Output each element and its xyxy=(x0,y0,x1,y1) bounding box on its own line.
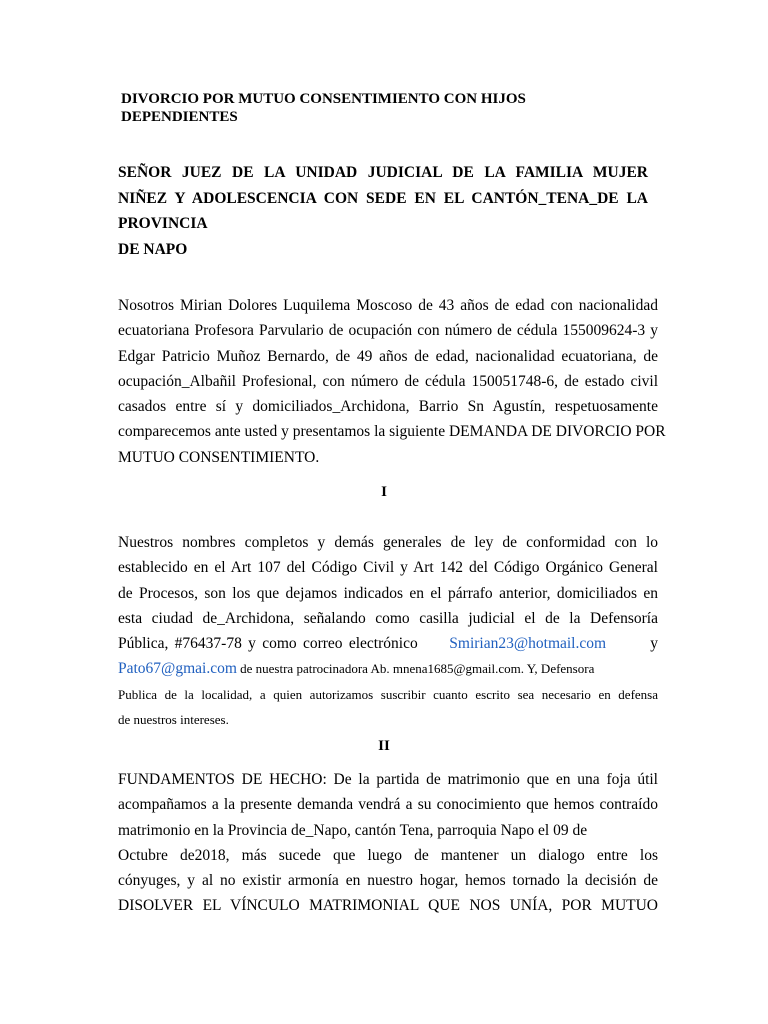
paragraph-line: establecido en el Art 107 del Código Civil y Art 142 del Código Orgánico General xyxy=(118,559,658,577)
paragraph-line: ocupación_Albañil Profesional, con número de cédula 150051748-6, de estado civil xyxy=(118,372,658,390)
section2-paragraph xyxy=(118,767,658,919)
paragraph-line: Octubre de2018, más sucede que luego de mantener un dialogo entre los xyxy=(118,846,658,864)
document-title xyxy=(121,90,591,126)
paragraph-line: casados entre sí y domiciliados_Archidona, Barrio Sn Agustín, respetuosamente xyxy=(118,398,658,416)
paragraph-line: DISOLVER EL VÍNCULO MATRIMONIAL QUE NOS UNÍA, POR MUTUO xyxy=(118,897,658,915)
paragraph-line: acompañamos a la presente demanda vendrá a su conocimiento que hemos contraído xyxy=(118,796,658,814)
paragraph-line: cónyuges, y al no existir armonía en nuestro hogar, hemos tornado la decisión de xyxy=(118,872,658,890)
paragraph-line: MUTUO CONSENTIMIENTO. xyxy=(118,448,320,466)
paragraph-line xyxy=(118,631,658,656)
email-link-pato[interactable]: Pato67@gmai.com xyxy=(118,660,237,678)
addressee-line: DE NAPO xyxy=(118,240,188,258)
line-text: y xyxy=(650,635,658,653)
intro-paragraph xyxy=(118,293,666,470)
paragraph-line: Edgar Patricio Muñoz Bernardo, de 49 años de edad, nacionalidad ecuatoriana, de xyxy=(118,347,658,365)
addressee-block xyxy=(118,160,648,262)
addressee-line: NIÑEZ Y ADOLESCENCIA CON SEDE EN EL CANTÓN_TENA_DE LA xyxy=(118,189,648,207)
paragraph-line: ecuatoriana Profesora Parvulario de ocupación con número de cédula 155009624-3 y xyxy=(118,322,658,340)
section-number-1: I xyxy=(381,484,387,500)
email-link-smirian[interactable]: Smirian23@hotmail.com xyxy=(449,635,607,653)
line-text: de nuestra patrocinadora Ab. mnena1685@gmail.com. Y, Defensora xyxy=(236,661,595,677)
section1-paragraph xyxy=(118,530,658,732)
addressee-line: PROVINCIA xyxy=(118,215,208,232)
addressee-line: SEÑOR JUEZ DE LA UNIDAD JUDICIAL DE LA FAMILIA MUJER xyxy=(118,164,648,181)
paragraph-line: de Procesos, son los que dejamos indicados en el párrafo anterior, domiciliados en xyxy=(118,584,658,602)
paragraph-line: matrimonio en la Provincia de_Napo, cantón Tena, parroquia Napo el 09 de xyxy=(118,821,588,839)
paragraph-line: comparecemos ante usted y presentamos la siguiente DEMANDA DE DIVORCIO POR xyxy=(118,423,666,441)
paragraph-line xyxy=(118,656,658,681)
paragraph-line: esta ciudad de_Archidona, señalando como casilla judicial el de la Defensoría xyxy=(118,609,658,627)
line-text: Pública, #76437-78 y como correo electrónico xyxy=(118,635,418,653)
paragraph-line: Publica de la localidad, a quien autorizamos suscribir cuanto escrito sea necesario en defensa xyxy=(118,686,658,702)
section-number-2: II xyxy=(378,738,390,754)
paragraph-line: Nosotros Mirian Dolores Luquilema Moscoso de 43 años de edad con nacionalidad xyxy=(118,297,658,314)
paragraph-line: de nuestros intereses. xyxy=(118,712,229,728)
title-line: DIVORCIO POR MUTUO CONSENTIMIENTO CON HIJOS xyxy=(121,91,526,107)
paragraph-line: Nuestros nombres completos y demás generales de ley de conformidad con lo xyxy=(118,534,658,551)
title-line: DEPENDIENTES xyxy=(121,109,238,125)
paragraph-line: FUNDAMENTOS DE HECHO: De la partida de matrimonio que en una foja útil xyxy=(118,771,658,788)
